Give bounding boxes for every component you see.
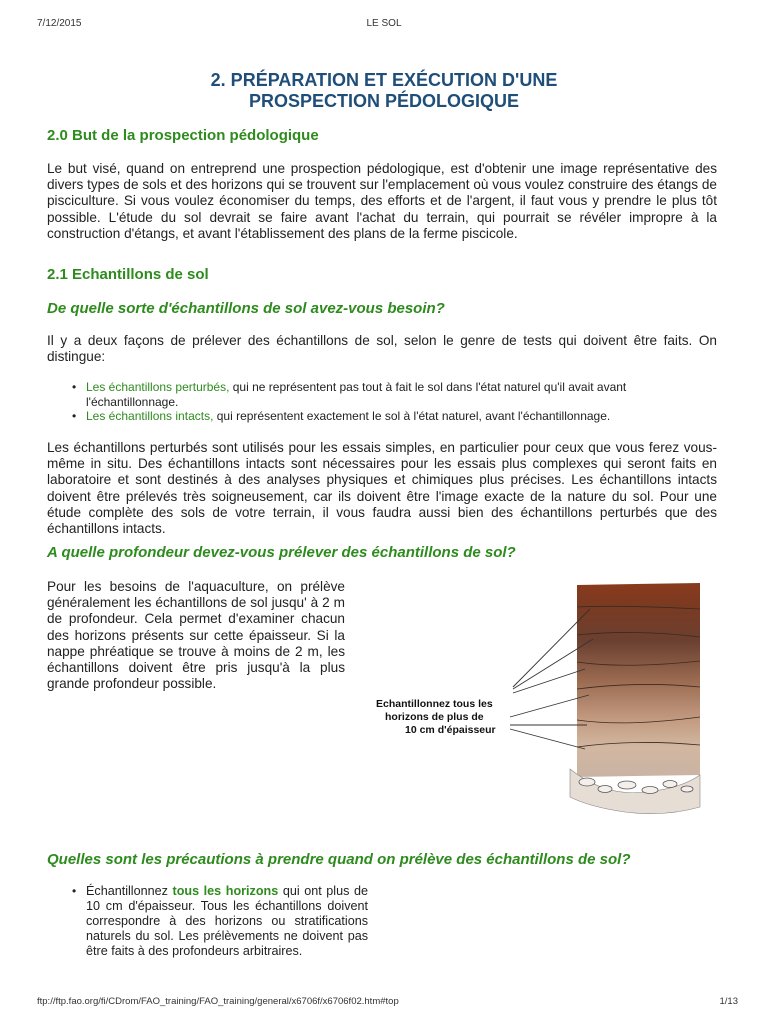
figure-caption-line3: 10 cm d'épaisseur xyxy=(405,724,496,736)
soil-column xyxy=(577,583,700,777)
footer-page-number: 1/13 xyxy=(719,996,738,1007)
precaution-text: qui ont plus de 10 cm d'épaisseur. Tous les échantillons doivent correspondre à des horizons ou stratifications naturels du sol. Les prélèvements ne doivent pas être faits à des profondeurs arbitraires. xyxy=(86,884,368,958)
precaution-term: tous les horizons xyxy=(172,884,279,898)
page-title-line2: PROSPECTION PÉDOLOGIQUE xyxy=(248,91,520,111)
bullet-text: qui ne représentent pas tout à fait le sol dans l'état naturel qu'il avait avant l'échantillonnage. xyxy=(86,380,627,409)
section-heading-20: 2.0 But de la prospection pédologique xyxy=(47,127,319,144)
page-title-line1: 2. PRÉPARATION ET EXÉCUTION D'UNE xyxy=(210,70,558,90)
list-item xyxy=(70,380,720,409)
figure-caption-line1: Echantillonnez tous les xyxy=(376,698,493,710)
question-depth: A quelle profondeur devez-vous prélever des échantillons de sol? xyxy=(47,544,516,561)
depth-paragraph: Pour les besoins de l'aquaculture, on prélève généralement les échantillons de sol jusqu' à 2 m de profondeur. Cela permet d'examiner chacun des horizons présents sur cette épaisseur. Si la nappe phréatique se trouve à moins de 2 m, les échantillons doivent être pris jusqu'à la plus grande profondeur possible. xyxy=(47,579,345,692)
sample-type-list xyxy=(70,380,720,424)
samples-paragraph: Les échantillons perturbés sont utilisés pour les essais simples, en particulier pour ceux que vous ferez vous-même in situ. Des échantillons intacts sont nécessaires pour les essais plus complexes qui seront faits en laboratoire et sont destinés à des analyses physiques et chimiques plus précises. Les échantillons intacts doivent être prélevés très soigneusement, car ils doivent être l'image exacte de la nature du sol. Pour une étude complète des sols de votre terrain, il vous faudra aussi bien des échantillons perturbés que des échantillons intacts. xyxy=(47,440,717,537)
precaution-pre: Échantillonnez xyxy=(86,884,173,898)
question-sample-type: De quelle sorte d'échantillons de sol avez-vous besoin? xyxy=(47,300,445,317)
section-heading-21: 2.1 Echantillons de sol xyxy=(47,266,209,283)
bullet-term: Les échantillons perturbés, xyxy=(86,380,230,394)
figure-caption-line2: horizons de plus de xyxy=(385,711,484,723)
list-item xyxy=(70,409,720,424)
soil-profile-figure xyxy=(365,577,715,837)
footer-url: ftp://ftp.fao.org/fi/CDrom/FAO_training/FAO_training/general/x6706f/x6706f02.htm#top xyxy=(37,996,399,1007)
section-20-body: Le but visé, quand on entreprend une prospection pédologique, est d'obtenir une image représentative des divers types de sols et des horizons qui se trouvent sur l'emplacement où vous voulez construire des étangs de pisciculture. Si vous voulez économiser du temps, des efforts et de l'argent, il faut vous y prendre le plus tôt possible. L'étude du sol devrait se faire avant l'achat du terrain, qui pourrait se révéler impropre à la construction d'étangs, et avant l'établissement des plans de la ferme piscicole. xyxy=(47,161,717,241)
page-title xyxy=(0,70,768,112)
intro-paragraph: Il y a deux façons de prélever des échantillons de sol, selon le genre de tests qui doivent être faits. On distingue: xyxy=(47,333,717,365)
header-date: 7/12/2015 xyxy=(37,18,82,29)
list-item xyxy=(70,884,368,959)
question-precautions: Quelles sont les précautions à prendre quand on prélève des échantillons de sol? xyxy=(47,851,631,868)
precautions-list xyxy=(70,884,368,959)
bullet-text: qui représentent exactement le sol à l'état naturel, avant l'échantillonnage. xyxy=(213,409,611,423)
bullet-term: Les échantillons intacts, xyxy=(86,409,214,423)
header-title: LE SOL xyxy=(366,18,402,29)
